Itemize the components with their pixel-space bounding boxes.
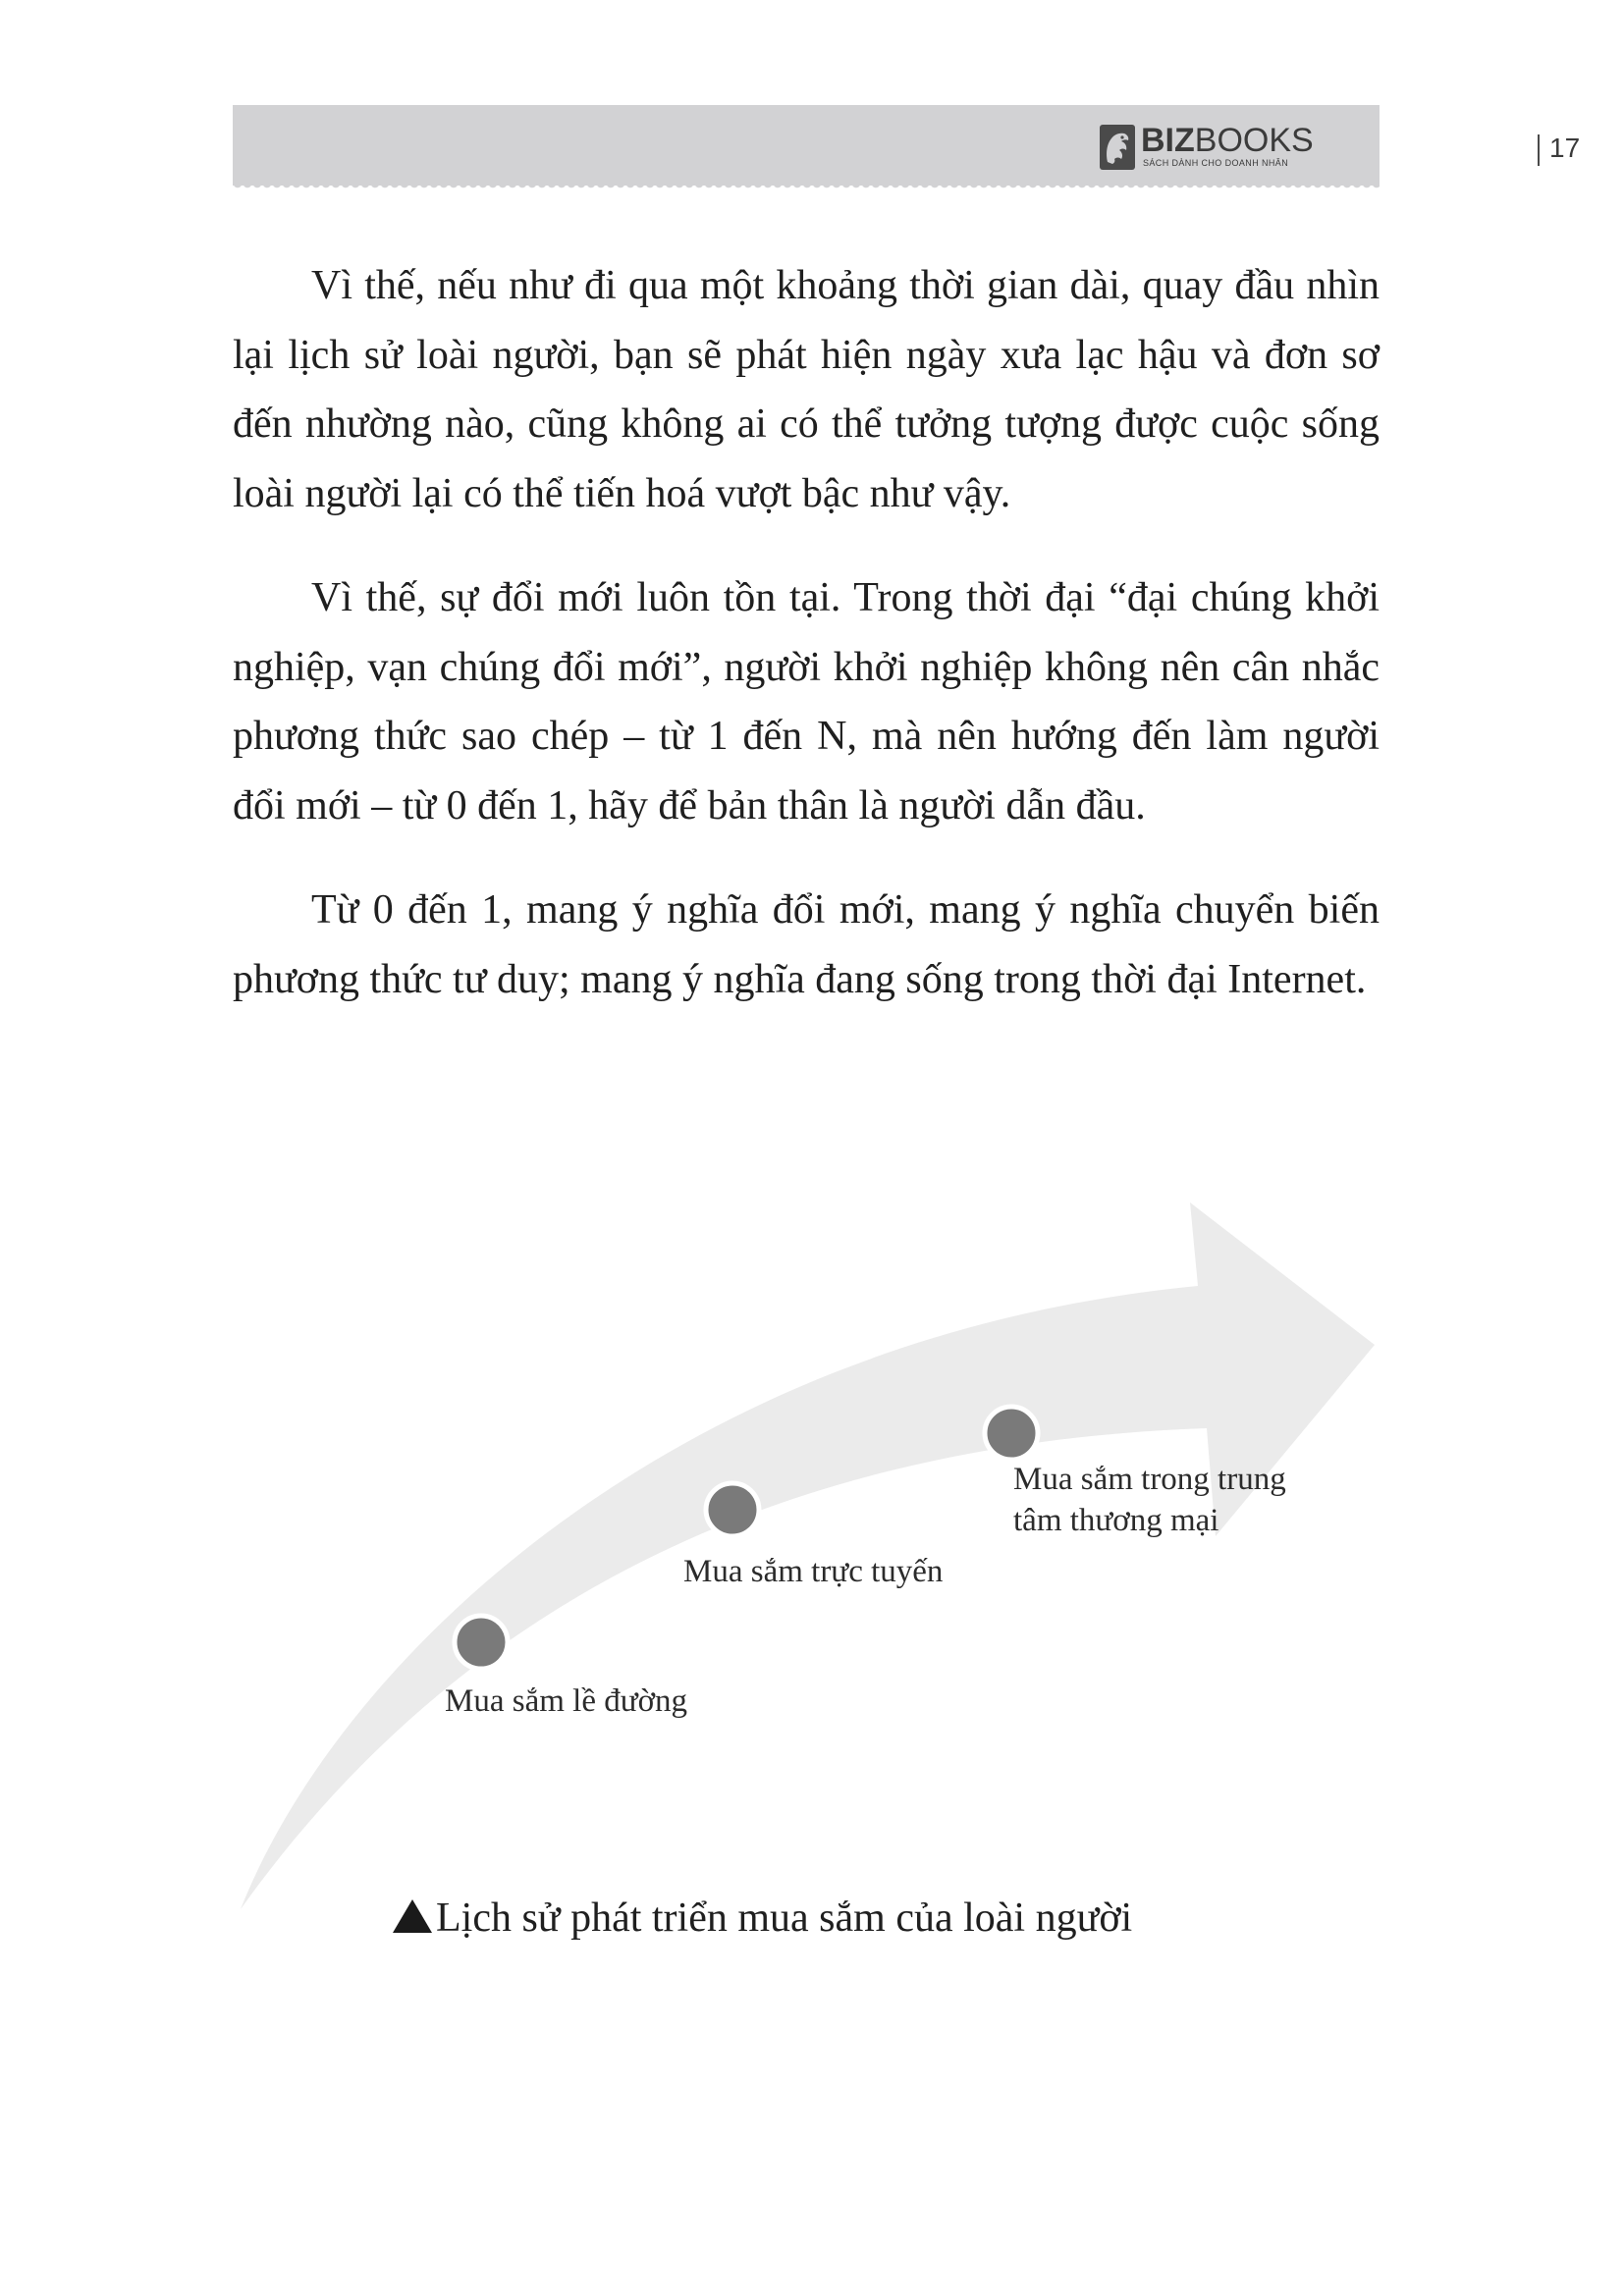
logo-wordmark: BIZBOOKS: [1141, 122, 1314, 159]
caption-text: Lịch sử phát triển mua sắm của loài người: [436, 1896, 1133, 1941]
paragraph: Từ 0 đến 1, mang ý nghĩa đổi mới, mang ý nghĩa chuyển biến phương thức tư duy; mang ý nghĩa đang sống trong thời đại Internet.: [233, 887, 1380, 1002]
lion-logo-icon: [1100, 125, 1135, 170]
step-label-mall-shopping: [1013, 1459, 1286, 1541]
page-number: 17: [1549, 133, 1581, 163]
step-label-online-shopping: Mua sắm trực tuyến: [683, 1554, 944, 1589]
figure-caption: [393, 1895, 1132, 1942]
logo-tagline: SÁCH DÀNH CHO DOANH NHÂN: [1143, 158, 1289, 168]
step-label-mall-line2: tâm thương mại: [1013, 1503, 1219, 1538]
body-text: [233, 251, 1380, 1049]
shopping-history-figure: [0, 1178, 1624, 1963]
page-number-divider: [1538, 134, 1540, 166]
header-scalloped-edge: [233, 184, 1380, 191]
bizbooks-logo: [1100, 122, 1314, 172]
triangle-marker-icon: [393, 1899, 432, 1933]
paragraph: Vì thế, nếu như đi qua một khoảng thời gian dài, quay đầu nhìn lại lịch sử loài người, bạn sẽ phát hiện ngày xưa lạc hậu và đơn sơ đến nhường nào, cũng không ai có thể tưởng tượng được cuộc sống loài người lại có thể tiến hoá vượt bậc như vậy.: [233, 263, 1380, 516]
page-header: [233, 105, 1581, 186]
step-label-mall-line1: Mua sắm trong trung: [1013, 1462, 1286, 1497]
step-label-street-shopping: Mua sắm lề đường: [445, 1683, 688, 1719]
step-dot-1: [455, 1616, 508, 1669]
step-dot-3: [985, 1407, 1038, 1460]
step-dot-2: [706, 1483, 759, 1536]
paragraph: Vì thế, sự đổi mới luôn tồn tại. Trong thời đại “đại chúng khởi nghiệp, vạn chúng đổi mới”, người khởi nghiệp không nên cân nhắc phương thức sao chép – từ 1 đến N, mà nên hướng đến làm người đổi mới – từ 0 đến 1, hãy để bản thân là người dẫn đầu.: [233, 575, 1380, 828]
